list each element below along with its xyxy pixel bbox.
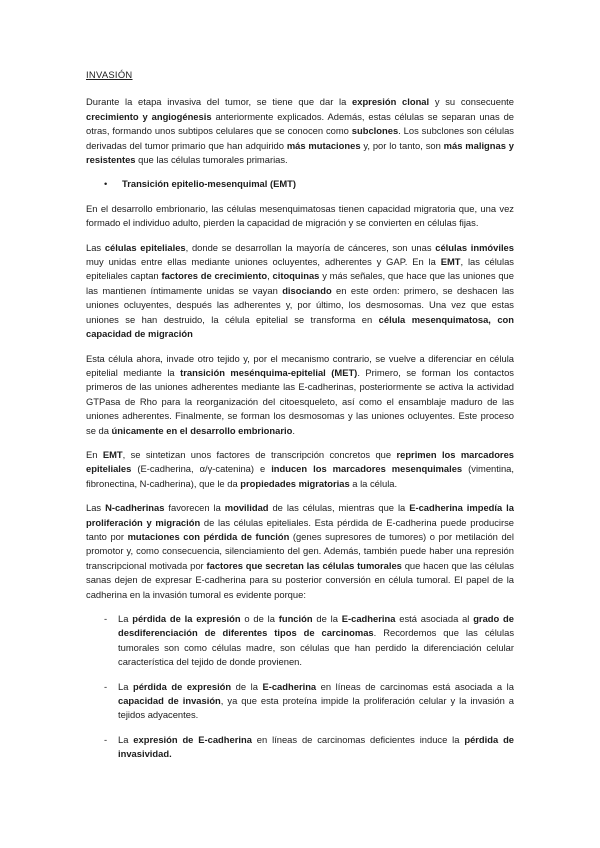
bold-run: pérdida de invasividad.	[118, 733, 515, 760]
bold-run: mutaciones con pérdida de función	[127, 530, 290, 542]
text-run: de la	[231, 680, 263, 692]
bold-run: factores de crecimiento	[161, 270, 268, 282]
bold-run: más mutaciones	[286, 139, 361, 151]
text-run: , donde se desarrollan la mayoría de cánceres, son unas	[185, 241, 436, 253]
text-run: en este orden: primero, se deshacen las uniones ocluyentes, después las adherentes y, por último, los desmosomas. Una vez que estas uniones se han destruido, la célula epitelial se transforma en	[86, 284, 514, 325]
list-item-text	[118, 680, 514, 723]
text-run: (genes supresores de tumores) o por metilación del promotor y, como consecuencia, silenciamiento del gen. Además, también puede haber una represión transcripcional motivada por	[86, 530, 514, 571]
dash-marker: -	[104, 733, 108, 745]
text-run: de las células, mientras que la	[268, 502, 410, 514]
bold-run: células inmóviles	[435, 241, 514, 253]
bold-run: inducen los marcadores mesenquimales	[271, 463, 463, 475]
paragraph-met	[86, 352, 514, 438]
text-run: Las	[86, 502, 106, 514]
bold-run: movilidad	[224, 502, 269, 514]
bold-run: pérdida de la expresión	[132, 613, 241, 624]
text-run: favorecen la	[164, 502, 225, 514]
text-run: La	[118, 680, 133, 692]
bold-run: crecimiento y angiogénesis	[86, 110, 212, 122]
bold-run: propiedades migratorias	[240, 477, 350, 489]
list-item	[86, 680, 514, 723]
text-run: a la célula.	[349, 477, 398, 489]
text-run: . Los subclones son células derivadas del tumor primario que han adquirido	[86, 125, 514, 151]
text-run: de las células epiteliales. Esta pérdida de E-cadherina puede producirse tanto por	[86, 516, 515, 542]
bold-run: EMT	[102, 448, 123, 460]
dash-marker: -	[104, 613, 108, 624]
list-item-text	[118, 733, 514, 762]
bold-run: disociando	[282, 284, 332, 296]
text-run: Esta célula ahora, invade otro tejido y, por el mecanismo contrario, se vuelve a diferenciar en célula epitelial mediante la	[86, 352, 514, 378]
text-run: y, por lo tanto, son	[360, 139, 444, 151]
bullet-heading-label: Transición epitelio-mesenquimal (EMT)	[122, 178, 296, 190]
text-run: y su consecuente	[429, 96, 514, 108]
text-run: La	[118, 733, 134, 745]
text-run: ,	[267, 270, 273, 282]
text-run: En	[86, 448, 103, 460]
text-run: (E-cadherina, α/γ-catenina) e	[131, 463, 272, 475]
text-run: de la	[312, 613, 342, 624]
text-run: en líneas de carcinomas deficientes induce la	[251, 733, 465, 745]
bold-run: capacidad de invasión	[118, 695, 221, 707]
bold-run: función	[278, 613, 313, 624]
text-run: , ya que esta proteína impide la proliferación celular y la invasión a tejidos adyacentes.	[118, 695, 515, 721]
text-run: en líneas de carcinomas está asociada a la	[316, 680, 514, 692]
list-item	[86, 733, 514, 762]
text-run: La	[118, 613, 133, 624]
bold-run: expresión clonal	[352, 96, 430, 108]
paragraph-transcription	[86, 448, 514, 491]
bold-run: N-cadherinas	[105, 502, 165, 514]
bold-run: subclones	[351, 125, 399, 137]
bold-run: expresión de E-cadherina	[133, 733, 252, 745]
text-run: Durante la etapa invasiva del tumor, se tiene que dar la	[86, 96, 353, 108]
text-run: y más señales, que hace que las uniones que las mantienen íntimamente unidas se vayan	[86, 270, 514, 296]
text-run: muy unidas entre ellas mediante uniones ocluyentes, adherentes y GAP. En la	[86, 256, 441, 268]
paragraph-cadherins	[86, 501, 514, 602]
bold-run: células epiteliales	[104, 241, 186, 253]
list-item	[86, 612, 514, 670]
bold-run: pérdida de expresión	[132, 680, 232, 692]
text-run: Las	[86, 241, 105, 253]
text-run: , se sintetizan unos factores de transcripción concretos que	[122, 448, 397, 460]
text-run: que hacen que las células sanas dejen de expresar E-cadherina para su posterior conversión en célula tumoral. El papel de la cadherina en la invasión tumoral es evidente porque:	[86, 559, 514, 600]
text-run: (vimentina, fibronectina, N-cadherina), que le da	[86, 463, 514, 489]
paragraph-epithelial	[86, 241, 514, 342]
section-title: INVASIÓN	[86, 69, 133, 80]
paragraph-embryonic: En el desarrollo embrionario, las células mesenquimatosas tienen capacidad migratoria que, una vez formado el individuo adulto, pierden la capacidad de migración y se convierten en células fijas.	[86, 202, 514, 229]
bold-run: citoquinas	[272, 270, 320, 282]
text-run: anteriormente explicados. Además, estas células se separan unas de otras, formando unos subtipos celulares que se conocen como	[86, 110, 515, 137]
bold-run: EMT	[440, 256, 461, 268]
text-run: que las células tumorales primarias.	[135, 154, 288, 166]
bold-run: reprimen los marcadores epiteliales	[86, 448, 514, 475]
text-run: .	[292, 424, 295, 436]
dash-marker: -	[104, 680, 108, 692]
bold-run: E-cadherina impedía la proliferación y migración	[86, 502, 514, 528]
text-run: está asociada al	[395, 613, 474, 624]
bold-run: factores que secretan las células tumorales	[206, 559, 402, 571]
bold-run: E-cadherina	[341, 613, 396, 624]
bold-run: únicamente en el desarrollo embrionario	[111, 424, 293, 436]
list-item-text	[118, 612, 514, 670]
paragraph-intro	[86, 95, 514, 167]
text-run: . Primero, se forman los contactos primeros de las uniones adherentes mediante las E-cadherinas, posteriormente se activa la actividad GTPasa de Rho para la reorganización del citoesqueleto, así como el ensamblaje maduro de las uniones adherentes. Finalmente, se forman los desmosomas y las uniones ocluyentes. Este proceso se da	[86, 366, 514, 436]
bold-run: transición mesénquima-epitelial (MET)	[180, 366, 358, 378]
bold-run: grado de desdiferenciación de diferentes tipos de carcinomas	[118, 613, 514, 639]
bullet-heading	[86, 177, 514, 191]
bold-run: E-cadherina	[262, 680, 317, 692]
bold-run: célula mesenquimatosa, con capacidad de migración	[86, 313, 514, 340]
text-run: o de la	[240, 613, 279, 624]
text-run: . Recordemos que las células tumorales son como células madre, son células que han perdido la diferenciación celular característica del tejido de donde provienen.	[118, 627, 515, 668]
text-run: , las células epiteliales captan	[86, 256, 514, 282]
bullet-icon: •	[104, 178, 108, 190]
bold-run: más malignas y resistentes	[86, 139, 514, 166]
